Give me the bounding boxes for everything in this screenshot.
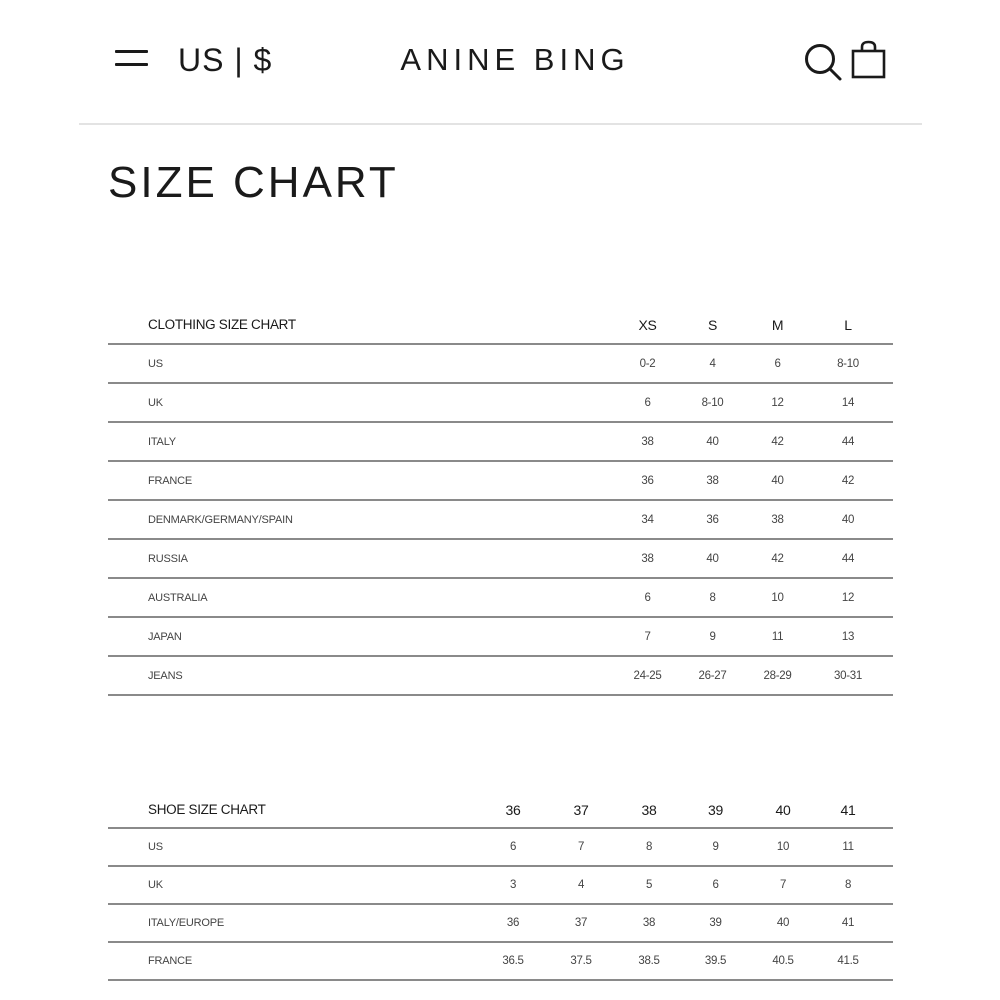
- size-cell: 36.5: [502, 955, 524, 967]
- size-cell: 42: [771, 435, 784, 448]
- column-header: 39: [708, 801, 723, 818]
- column-header: 36: [505, 801, 521, 818]
- size-cell: 38: [642, 917, 656, 929]
- column-header: 38: [641, 801, 657, 818]
- bag-button[interactable]: [851, 40, 887, 80]
- size-cell: 6: [509, 841, 517, 853]
- size-cell: 8: [844, 879, 852, 891]
- size-cell: 6: [644, 396, 651, 409]
- size-cell: 38: [641, 552, 654, 565]
- row-label: AUSTRALIA: [148, 591, 208, 604]
- size-cell: 38: [641, 435, 654, 448]
- table-row: [108, 344, 893, 383]
- clothing-table-title: CLOTHING SIZE CHART: [148, 317, 296, 332]
- table-row: [108, 904, 893, 942]
- site-header: [0, 0, 1000, 124]
- size-cell: 8-10: [837, 357, 859, 370]
- row-label: FRANCE: [148, 955, 193, 967]
- table-row: [108, 617, 893, 656]
- size-cell: 3: [509, 879, 517, 891]
- size-cell: 40: [771, 474, 784, 487]
- size-cell: 6: [644, 591, 651, 604]
- size-cell: 4: [577, 879, 585, 891]
- clothing-size-table: [108, 306, 893, 696]
- size-cell: 12: [841, 591, 855, 604]
- size-cell: 8: [645, 841, 653, 853]
- size-cell: 10: [776, 841, 790, 853]
- row-label: FRANCE: [148, 474, 193, 487]
- size-cell: 9: [712, 841, 719, 853]
- size-cell: 6: [774, 357, 781, 370]
- table-row: [108, 578, 893, 617]
- size-cell: 39.5: [704, 955, 727, 967]
- size-cell: 44: [841, 552, 855, 565]
- size-cell: 40: [706, 552, 719, 565]
- column-header: S: [707, 316, 718, 333]
- column-header: 40: [775, 801, 791, 818]
- table-row: [108, 500, 893, 539]
- column-header: L: [844, 316, 852, 333]
- size-cell: 38.5: [638, 955, 660, 967]
- column-header: M: [771, 316, 784, 333]
- size-cell: 11: [771, 630, 784, 643]
- search-icon: [803, 42, 843, 82]
- size-cell: 40: [776, 917, 790, 929]
- size-cell: 9: [709, 630, 716, 643]
- header-divider: [79, 123, 922, 125]
- row-label: RUSSIA: [148, 552, 188, 565]
- row-label: ITALY: [148, 435, 176, 448]
- shopping-bag-icon: [851, 40, 887, 80]
- size-cell: 28-29: [763, 669, 792, 682]
- size-cell: 36: [506, 917, 520, 929]
- size-cell: 13: [841, 630, 855, 643]
- page-title: SIZE CHART: [108, 158, 399, 207]
- search-button[interactable]: [803, 42, 843, 82]
- table-header-row: [108, 792, 893, 828]
- table-row: [108, 461, 893, 500]
- column-header: 41: [840, 801, 856, 818]
- size-cell: 30-31: [834, 669, 862, 682]
- table-row: [108, 383, 893, 422]
- size-cell: 38: [706, 474, 719, 487]
- size-cell: 0-2: [639, 357, 656, 370]
- size-cell: 40: [706, 435, 719, 448]
- size-cell: 42: [771, 552, 784, 565]
- row-label: DENMARK/GERMANY/SPAIN: [148, 513, 293, 526]
- size-cell: 7: [577, 841, 585, 853]
- size-cell: 7: [779, 879, 787, 891]
- column-header: 37: [573, 801, 589, 818]
- size-cell: 6: [712, 879, 719, 891]
- row-label: ITALY/EUROPE: [148, 917, 225, 929]
- table-row: [108, 828, 893, 866]
- table-row: [108, 422, 893, 461]
- table-row: [108, 656, 893, 695]
- currency-selector[interactable]: US | $: [178, 42, 273, 78]
- size-cell: 36: [706, 513, 719, 526]
- size-cell: 14: [841, 396, 855, 409]
- size-cell: 42: [841, 474, 855, 487]
- size-cell: 40.5: [772, 955, 794, 967]
- brand-logo[interactable]: ANINE BING: [400, 42, 630, 77]
- table-row: [108, 866, 893, 904]
- table-row: [108, 539, 893, 578]
- size-cell: 44: [841, 435, 855, 448]
- size-cell: 8: [709, 591, 716, 604]
- row-label: US: [148, 357, 163, 370]
- table-header-row: [108, 306, 893, 344]
- shoe-size-table: [108, 792, 893, 981]
- size-cell: 12: [771, 396, 784, 409]
- size-cell: 40: [841, 513, 855, 526]
- row-label: UK: [148, 396, 163, 409]
- size-cell: 36: [641, 474, 654, 487]
- size-cell: 5: [645, 879, 653, 891]
- size-cell: 8-10: [701, 396, 724, 409]
- size-cell: 26-27: [698, 669, 727, 682]
- size-cell: 4: [709, 357, 716, 370]
- table-row: [108, 942, 893, 980]
- size-cell: 10: [771, 591, 784, 604]
- size-cell: 41.5: [837, 955, 859, 967]
- size-cell: 41: [841, 917, 855, 929]
- shoe-table-title: SHOE SIZE CHART: [148, 802, 266, 817]
- row-label: JAPAN: [148, 630, 182, 643]
- size-cell: 24-25: [633, 669, 662, 682]
- row-label: US: [148, 841, 163, 853]
- row-label: UK: [148, 879, 163, 891]
- row-label: JEANS: [148, 669, 183, 682]
- size-cell: 11: [842, 841, 854, 853]
- size-cell: 38: [771, 513, 784, 526]
- size-cell: 34: [641, 513, 654, 526]
- size-cell: 37: [574, 917, 588, 929]
- column-header: XS: [638, 316, 657, 333]
- size-cell: 39: [709, 917, 722, 929]
- size-cell: 37.5: [570, 955, 592, 967]
- size-cell: 7: [644, 630, 651, 643]
